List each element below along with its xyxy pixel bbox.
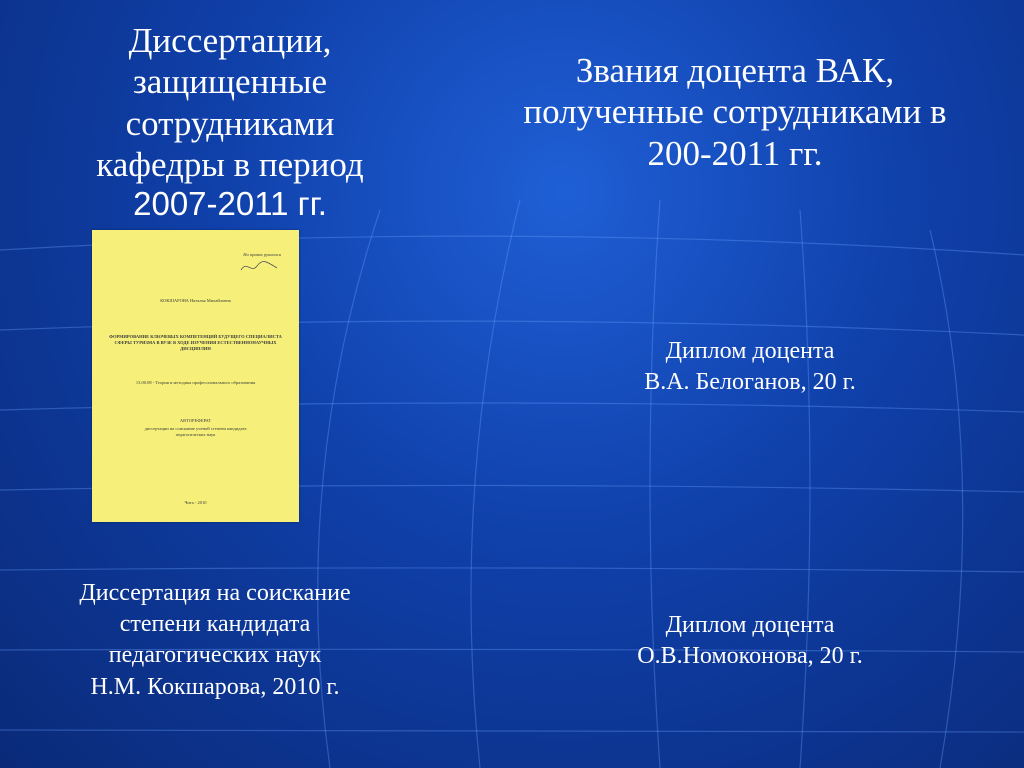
doc-degree: диссертации на соискание ученой степени кандидата педагогических наук xyxy=(144,426,247,437)
title-left-line: сотрудниками xyxy=(125,103,335,143)
doc-topic: ФОРМИРОВАНИЕ КЛЮЧЕВЫХ КОМПЕТЕНЦИЙ БУДУЩЕГО СПЕЦИАЛИСТА СФЕРЫ ТУРИЗМА В ВУЗЕ В ХОДЕ ИЗУЧЕНИЯ ЕСТЕСТВЕННОНАУЧНЫХ ДИСЦИПЛИН xyxy=(109,334,282,351)
title-dissertations xyxy=(60,20,400,224)
rights-note: На правах рукописи xyxy=(243,252,281,257)
caption-line: Н.М. Кокшарова, 2010 г. xyxy=(90,673,340,700)
title-left-line: 2007-2011 гг. xyxy=(133,185,327,223)
doc-city-year: Чита - 2010 xyxy=(184,500,207,505)
title-left-line: защищенные xyxy=(132,62,328,102)
doc-type: АВТОРЕФЕРАТ xyxy=(179,418,212,423)
caption-line: Диплом доцента xyxy=(665,338,835,364)
caption-dissertation-koksharova xyxy=(30,578,400,703)
dissertation-abstract-image xyxy=(92,230,299,522)
caption-diploma-beloganov xyxy=(560,336,940,398)
caption-line: степени кандидата xyxy=(119,611,311,638)
caption-line: Диссертация на соискание xyxy=(79,580,351,606)
title-left-line: кафедры в период xyxy=(96,144,364,184)
caption-diploma-nomokonova xyxy=(560,610,940,672)
doc-specialty: 13.00.08 - Теория и методика профессионального образования xyxy=(135,380,256,385)
title-right-line: Звания доцента ВАК, xyxy=(575,51,895,90)
caption-line: В.А. Белоганов, 20 г. xyxy=(644,369,856,396)
title-docent-ranks xyxy=(490,50,980,174)
doc-author: КОКШАРОВА Наталья Михайловна xyxy=(160,298,231,303)
caption-line: Диплом доцента xyxy=(665,612,835,638)
signature-icon xyxy=(239,258,279,276)
caption-line: педагогических наук xyxy=(108,642,322,669)
title-right-line: полученные сотрудниками в xyxy=(523,92,947,132)
title-right-line: 200-2011 гг. xyxy=(647,133,823,173)
title-left-line: Диссертации, xyxy=(128,21,332,60)
caption-line: О.В.Номоконова, 20 г. xyxy=(637,643,863,670)
